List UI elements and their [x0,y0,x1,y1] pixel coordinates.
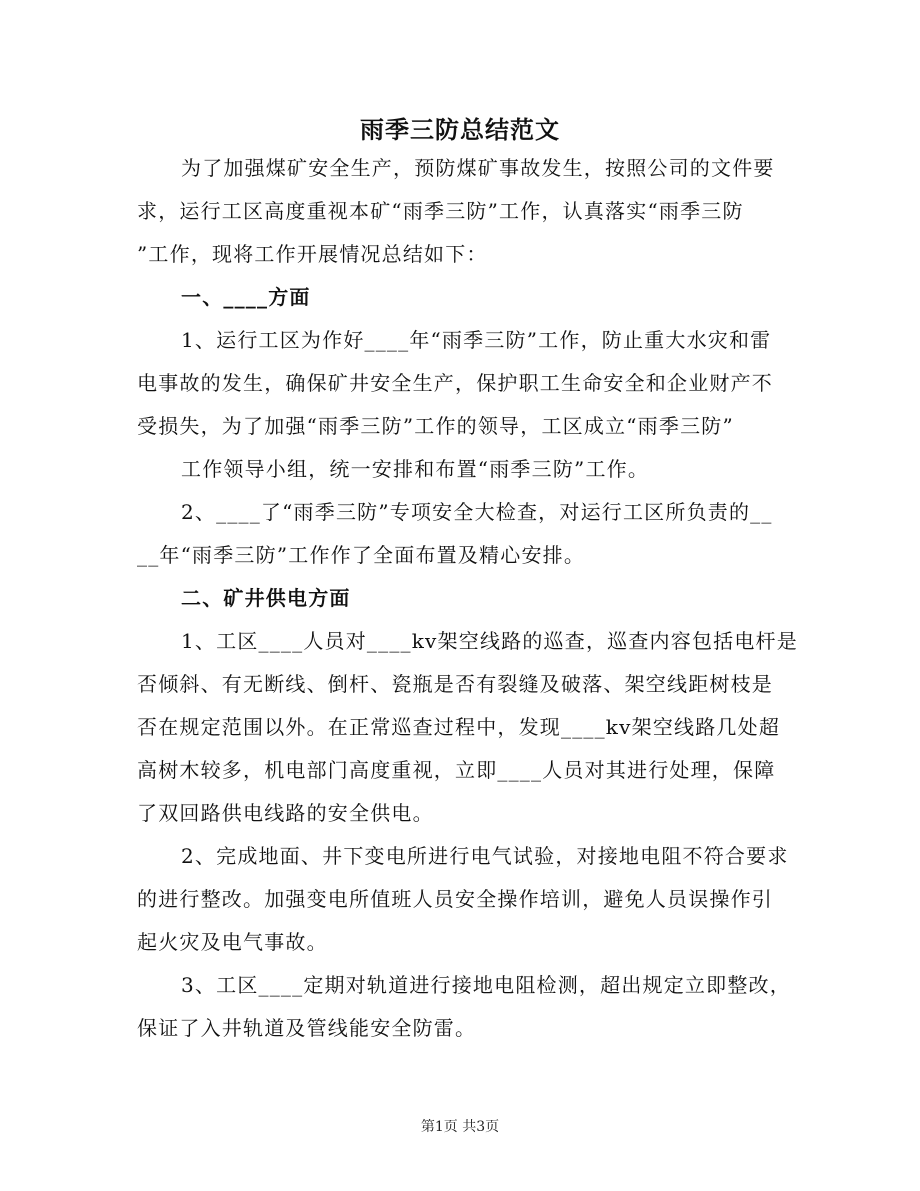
paragraph-line: 否倾斜、有无断线、倒杆、瓷瓶是否有裂缝及破落、架空线距树枝是 [137,672,773,696]
paragraph-line: ”工作，现将工作开展情况总结如下： [137,242,488,266]
paragraph-line: 1、工区____人员对____kv架空线路的巡查，巡查内容包括电杆是 [181,629,798,653]
paragraph-line: 3、工区____定期对轨道进行接地电阻检测，超出规定立即整改， [181,973,791,997]
section-heading-2: 二、矿井供电方面 [181,586,351,610]
paragraph-line: __年“雨季三防”工作作了全面布置及精心安排。 [137,543,586,567]
paragraph-line: 1、运行工区为作好____年“雨季三防”工作，防止重大水灾和雷 [181,328,772,352]
paragraph-line: 求，运行工区高度重视本矿“雨季三防”工作，认真落实“雨季三防 [137,199,744,223]
document-title: 雨季三防总结范文 [360,115,560,144]
page-indicator: 第1页 共3页 [420,1119,500,1135]
paragraph-line: 的进行整改。加强变电所值班人员安全操作培训，避免人员误操作引 [137,887,773,911]
paragraph-line: 起火灾及电气事故。 [137,930,328,954]
paragraph-line: 为了加强煤矿安全生产，预防煤矿事故发生，按照公司的文件要 [181,156,775,180]
paragraph-line: 2、完成地面、井下变电所进行电气试验，对接地电阻不符合要求 [181,844,789,868]
paragraph-line: 工作领导小组，统一安排和布置“雨季三防”工作。 [181,457,650,481]
paragraph-line: 高树木较多，机电部门高度重视，立即____人员对其进行处理，保障 [137,758,776,782]
paragraph-line: 电事故的发生，确保矿井安全生产，保护职工生命安全和企业财产不 [137,371,773,395]
paragraph-line: 否在规定范围以外。在正常巡查过程中，发现____kv架空线路几处超 [137,715,781,739]
paragraph-line: 保证了入井轨道及管线能安全防雷。 [137,1016,477,1040]
paragraph-line: 了双回路供电线路的安全供电。 [137,801,434,825]
paragraph-line: 受损失，为了加强“雨季三防”工作的领导，工区成立“雨季三防” [137,414,734,438]
paragraph-line: 2、____了“雨季三防”专项安全大检查，对运行工区所负责的__ [181,500,773,524]
section-heading-1: 一、____方面 [181,285,311,309]
